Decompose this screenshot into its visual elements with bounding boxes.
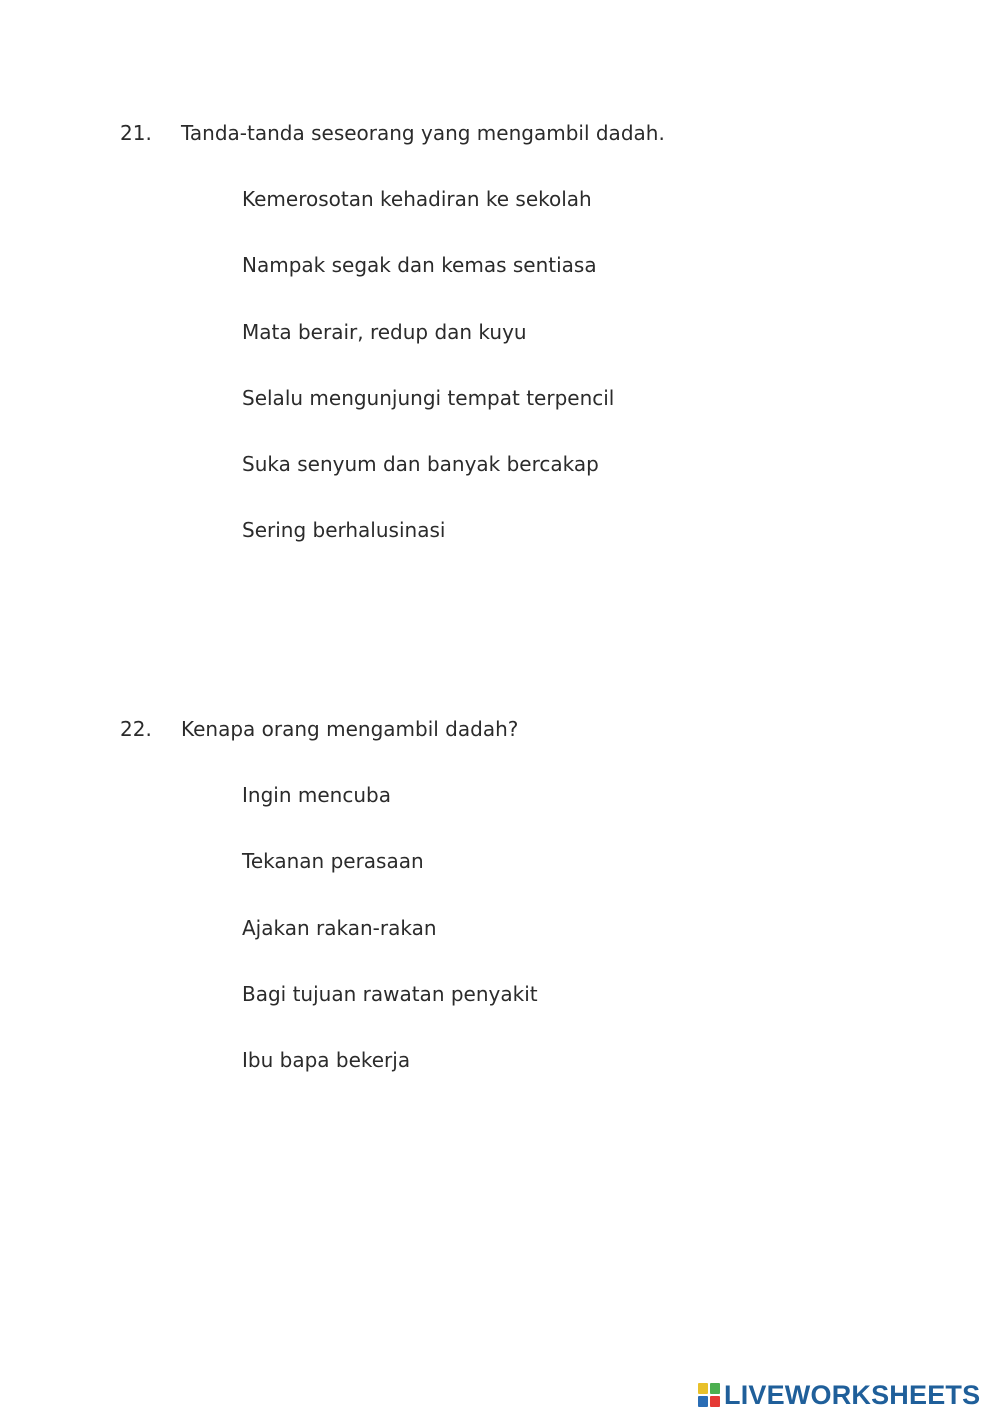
liveworksheets-branding[interactable]: [698, 1378, 980, 1412]
option-item[interactable]: Ajakan rakan-rakan: [242, 916, 437, 940]
question-number: 21.: [120, 121, 152, 145]
option-item[interactable]: Mata berair, redup dan kuyu: [242, 320, 527, 344]
logo-square-red: [710, 1396, 720, 1407]
option-item[interactable]: Selalu mengunjungi tempat terpencil: [242, 386, 615, 410]
logo-square-yellow: [698, 1383, 708, 1394]
option-item[interactable]: Suka senyum dan banyak bercakap: [242, 452, 599, 476]
option-item[interactable]: Ibu bapa bekerja: [242, 1048, 411, 1072]
brand-name: LIVEWORKSHEETS: [724, 1379, 981, 1410]
logo-square-blue: [698, 1396, 708, 1407]
liveworksheets-logo-icon: [698, 1383, 720, 1407]
option-item[interactable]: Kemerosotan kehadiran ke sekolah: [242, 187, 592, 211]
question-number: 22.: [120, 717, 152, 741]
question-21-header: [120, 121, 665, 145]
option-item[interactable]: Bagi tujuan rawatan penyakit: [242, 982, 538, 1006]
question-prompt: Kenapa orang mengambil dadah?: [181, 717, 519, 741]
question-prompt: Tanda-tanda seseorang yang mengambil dadah.: [181, 121, 665, 145]
option-item[interactable]: Sering berhalusinasi: [242, 518, 446, 542]
logo-square-green: [710, 1383, 720, 1394]
option-item[interactable]: Tekanan perasaan: [242, 849, 424, 873]
option-item[interactable]: Nampak segak dan kemas sentiasa: [242, 253, 597, 277]
question-22-header: [120, 717, 518, 741]
option-item[interactable]: Ingin mencuba: [242, 783, 391, 807]
